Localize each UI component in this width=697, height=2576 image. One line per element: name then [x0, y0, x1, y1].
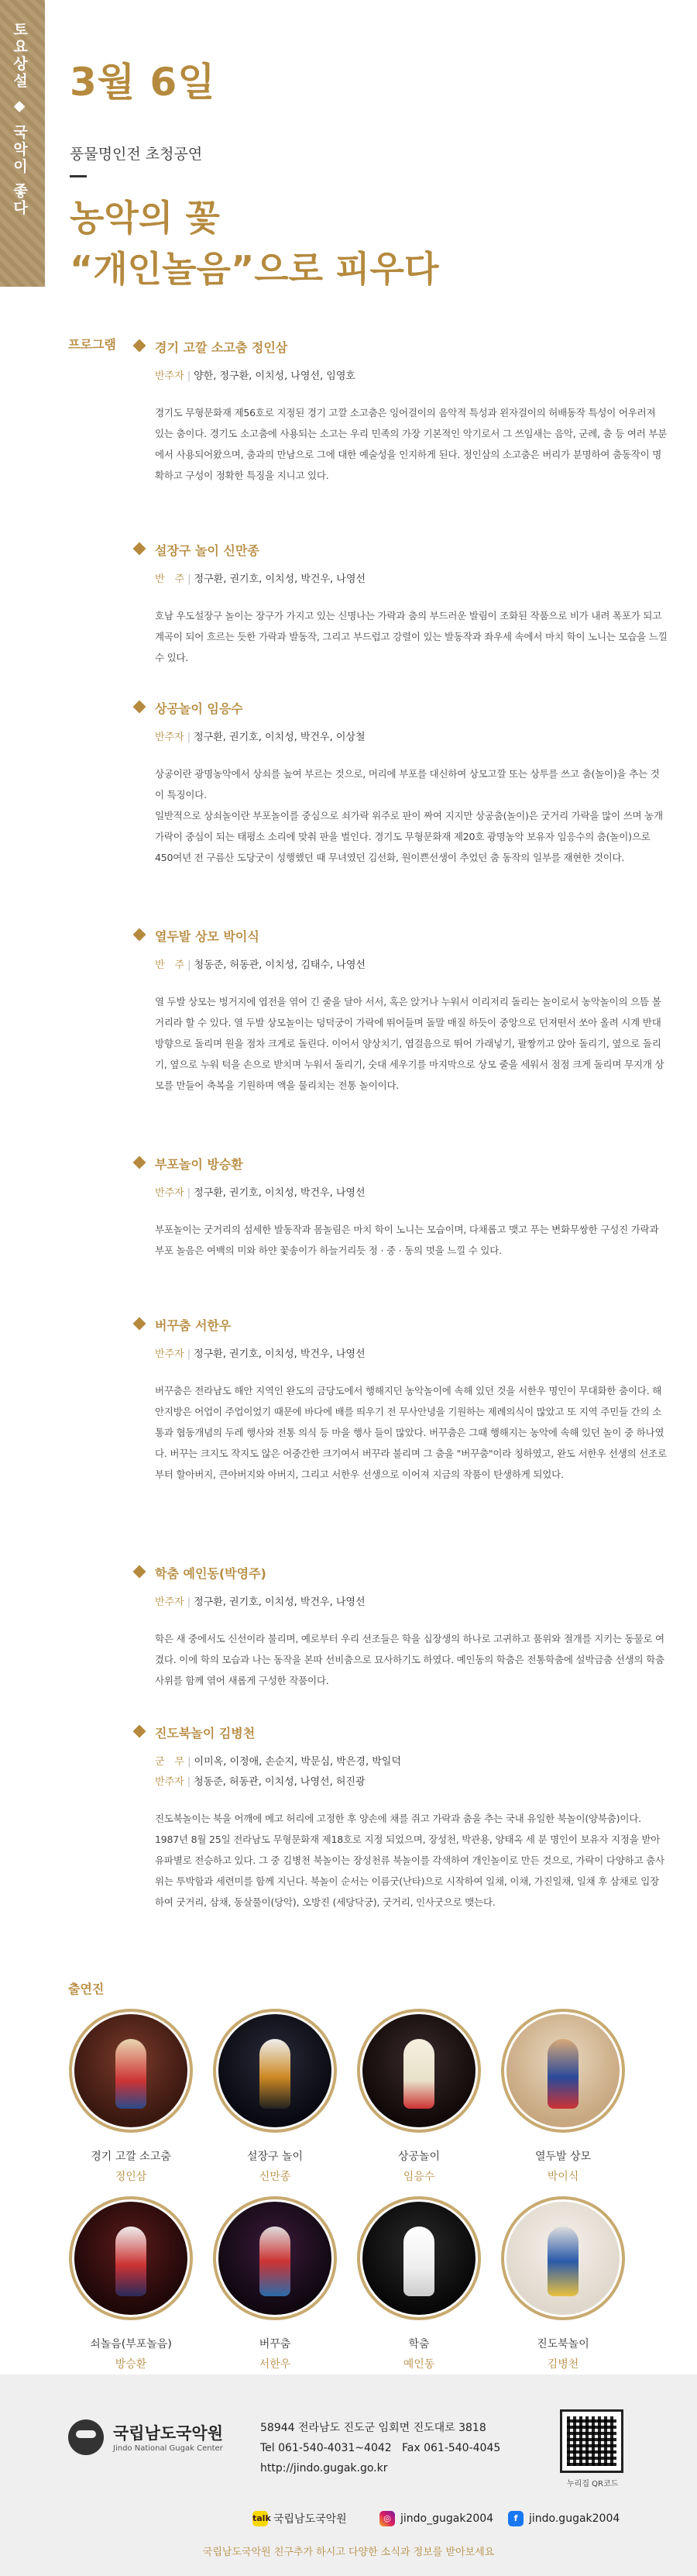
program-section-7: [133, 1724, 668, 1913]
program-section-5: [133, 1316, 668, 1485]
program-section-2: [133, 699, 668, 868]
program-meta: 반주자 | 정구환, 권기호, 이치성, 박건우, 이상철: [155, 732, 366, 743]
program-section-6: [133, 1564, 668, 1691]
event-title: [70, 192, 438, 294]
program-title: 버꾸춤 서한우: [155, 1316, 668, 1334]
cast-name: 박이식: [547, 2171, 579, 2183]
cast-role: 진도북놀이: [537, 2338, 589, 2350]
program-meta: 반주자 | 정구환, 권기호, 이치성, 박건우, 나영선: [155, 1187, 366, 1199]
program-title: 진도북놀이 김병천: [155, 1724, 668, 1741]
cast-member: [491, 2009, 635, 2184]
program-title: 설장구 놀이 신만종: [155, 541, 668, 559]
program-description: 학은 새 중에서도 신선이라 불리며, 예로부터 우리 선조들은 학을 십장생의 하나로 고귀하고 품위와 절개를 지키는 동물로 여겼다. 이에 학의 모습과 나는 동작을 본따 선비춤으로 묘사하기도 하였다. 예인동의 학춤은 전통학춤에 설박금춤 선생의 학춤사위를 함께 엮어 새롭게 구성한 작품이다.: [155, 1633, 664, 1686]
cast-photo: [501, 2009, 625, 2133]
meta-label: 반주자: [155, 1187, 184, 1199]
social-label: jindo_gugak2004: [400, 2512, 494, 2525]
meta-value: 청동준, 허동관, 이치성, 김태수, 나영선: [194, 959, 366, 971]
program-description: 열 두발 상모는 벙거지에 엽전을 엮어 긴 줄을 달아 서서, 혹은 앉거나 누워서 이리저리 돌리는 놀이로서 농악놀이의 으뜸 볼거리라 할 수 있다. 열 두발 상모놀이는 덩덕궁이 가락에 뛰어들며 돌말 매질 하듯이 중앙으로 던져떤서 쏘아 올려 시계 반대 방향으로 돌리며 원을 점차 크게로 돌린다. 이어서 양상치기, 엽걸음으로 뛰어 가래넣기, 팔짱끼고 앉아 돌리기, 옆으로 돌리기, 옆으로 누워 턱을 손으로 받치며 누워서 돌리기, 숫대 세우기를 마지막으로 상모 줄을 세워서 점점 크게 돌리며 무지개 상모를 만들어 축복을 기원하며 액을 물리치는 전통 놀이이다.: [155, 996, 664, 1091]
instagram-icon: ◎: [379, 2511, 395, 2526]
cast-photo: [357, 2196, 481, 2320]
cast-photo: [213, 2009, 337, 2133]
program-description: 진도북놀이는 북을 어깨에 메고 허리에 고정한 후 양손에 채를 쥐고 가락과 춤을 추는 국내 유일한 북놀이(양북춤)이다. 1987년 8월 25일 전라남도 무형문화재 제18호로 지정 되었으며, 장성천, 박관용, 양태옥 세 분 명인이 보유자 지정을 받아 유파별로 전승하고 있다. 그 중 김병천 북놀이는 장성천류 북놀이를 각색하여 개인놀이로 만든 것으로, 가락이 다양하고 춤사위는 투박함과 세련미를 함께 지닌다. 북놀이 순서는 이름굿(난타)으로 시작하여 일채, 이채, 가진일채, 일채 후 삼채로 입장하여 굿거리, 삼채, 동살풀이(당악), 오방진 (세당닥궁), 굿거리, 인사굿으로 맺는다.: [155, 1813, 664, 1908]
program-title: 부포놀이 방승환: [155, 1155, 668, 1173]
meta-label: 반주자: [155, 1348, 184, 1360]
cast-member: [59, 2009, 203, 2184]
program-description: 경기도 무형문화재 제56호로 지정된 경기 고깔 소고춤은 잉어걸이의 음악적 특성과 왼자걸이의 허배동작 특성이 어우러져 있는 춤이다. 경기도 소고춤에 사용되는 소고는 우리 민족의 가장 기본적인 악기로서 그 쓰임새는 음악, 군례, 춤 등 여러 부분에서 사용되어왔으며, 춤과의 만남으로 그에 대한 예술성을 인지하게 된다. 정인삼의 소고춤은 버리가 분명하여 춤동작이 명확하고 구성이 정확한 특징을 지니고 있다.: [155, 407, 668, 481]
cast-member: [347, 2009, 491, 2184]
social-facebook[interactable]: [508, 2511, 620, 2526]
event-title-line1: 농악의 꽃: [70, 197, 220, 239]
meta-value: 정구환, 권기호, 이치성, 박건우, 나영선: [194, 1348, 366, 1360]
meta-label: 군 무: [155, 1756, 185, 1768]
cast-role: 상공놀이: [397, 2151, 441, 2163]
meta-value: 정구환, 권기호, 이치성, 박건우, 이상철: [194, 732, 366, 743]
cast-name: 예인동: [403, 2358, 435, 2371]
program-section-0: [133, 338, 668, 486]
meta-label: 반주자: [155, 370, 184, 382]
cast-member: [59, 2196, 203, 2371]
cast-name: 정인삼: [115, 2171, 147, 2183]
address: 58944 전라남도 진도군 임회면 진도대로 3818: [260, 2422, 486, 2434]
program-title: 학춤 예인동(박영주): [155, 1564, 668, 1582]
qr-label: 누리집 QR코드: [567, 2480, 619, 2488]
event-date: 3월 6일: [70, 60, 216, 105]
social-kakao[interactable]: [252, 2511, 347, 2526]
meta-value: 정구환, 권기호, 이치성, 박건우, 나영선: [194, 1596, 366, 1608]
cast-photo: [213, 2196, 337, 2320]
program-meta: 반주자 | 정구환, 권기호, 이치성, 박건우, 나영선: [155, 1348, 366, 1360]
program-label: 프로그램: [68, 337, 116, 352]
cast-member: [203, 2196, 347, 2371]
meta-value: 정구환, 권기호, 이치성, 박건우, 나영선: [194, 573, 366, 585]
side-banner: [0, 0, 45, 287]
org-logo-icon: [68, 2419, 104, 2455]
cast-name: 방승환: [115, 2358, 147, 2371]
meta-value: 청동준, 허동관, 이치성, 나영선, 허진광: [194, 1776, 366, 1788]
cast-role: 쇠놀음(부포놀음): [90, 2338, 172, 2350]
cast-member: [347, 2196, 491, 2371]
contact-info: [260, 2418, 500, 2478]
social-label: 국립남도국악원: [273, 2513, 347, 2526]
program-description: 상공이란 광명농악에서 상쇠를 높여 부르는 것으로, 머리에 부포를 대신하여 상모고깔 또는 상투를 쓰고 춤(놀이)을 추는 것이 특징이다. 일반적으로 상쇠놀이란 부포놀이를 중심으로 쇠가락 위주로 판이 짜여 지지만 상공춤(놀이)은 굿거리 가락을 많이 쓰며 농개 가락이 중심이 되는 태평소 소리에 맞춰 판을 벌인다. 경기도 무형문화재 제20호 광명농악 보유자 임응수의 춤(놀이)으로 450여년 전 구름산 도당굿이 성행했던 때 무녀였던 김선화, 원이쁜선생이 추었던 춤 동작의 일부를 재현한 것이다.: [155, 768, 663, 863]
meta-label: 반 주: [155, 959, 185, 971]
side-banner-text: 토요상설 ◆ 국악이 좋다: [11, 22, 28, 217]
program-section-1: [133, 541, 668, 668]
divider: [70, 175, 87, 177]
program-title: 열두발 상모 박이식: [155, 927, 668, 945]
qr-code-icon[interactable]: [562, 2412, 621, 2471]
cast-member: [491, 2196, 635, 2371]
website-link[interactable]: http://jindo.gugak.go.kr: [260, 2462, 388, 2474]
program-description: 호남 우도설장구 놀이는 장구가 가지고 있는 신명나는 가락과 춤의 부드러운 발림이 조화된 작품으로 비가 내려 폭포가 되고 계곡이 되어 흐르는 듯한 가락과 발동작, 그리고 부드럽고 강렬이 있는 발동작과 좌우세 속에서 마치 학이 노니는 모습을 느낄 수 있다.: [155, 610, 668, 663]
cast-label: 출연진: [68, 1982, 105, 1996]
org-name: 국립남도국악원: [113, 2424, 224, 2443]
meta-label: 반주자: [155, 1776, 184, 1788]
cast-name: 김병천: [547, 2358, 579, 2371]
event-title-line2: “개인놀음”으로 피우다: [70, 248, 439, 290]
phone-fax: Tel 061-540-4031~4042 Fax 061-540-4045: [260, 2442, 501, 2454]
cast-role: 설장구 놀이: [246, 2151, 304, 2163]
program-meta: 반주자 | 정구환, 권기호, 이치성, 박건우, 나영선: [155, 1596, 366, 1608]
kakao-icon: talk: [252, 2511, 268, 2526]
program-meta: 반 주 | 정구환, 권기호, 이치성, 박건우, 나영선: [155, 573, 366, 585]
cast-role: 버꾸춤: [259, 2338, 291, 2350]
program-description: 버꾸춤은 전라남도 해안 지역인 완도의 금당도에서 행해지던 농악놀이에 속해 있던 것을 서한우 명인이 무대화한 춤이다. 해안지방은 어업이 주업이었기 때문에 바다에 배를 띄우기 전 무사안녕을 기원하는 제례의식이 많았고 또 지역 주민들 간의 소통과 협동개념의 두레 행사와 전통 의식 등 마을 행사 들이 많았다. 버꾸춤은 그때 행해지는 농악에 속해 있던 놀이 중 하나였다. 버꾸는 크지도 작지도 않은 어중간한 크기여서 버꾸라 불리며 그 춤을 "버꾸춤"이라 칭하였고, 완도 서한우 선생의 선조로부터 할아버지, 큰아버지와 아버지, 그리고 서한우 선생으로 이어져 지금의 작품이 탄생하게 되었다.: [155, 1385, 667, 1480]
meta-value: 양한, 정구환, 이치성, 나영선, 임영호: [194, 370, 355, 382]
meta-value: 정구환, 권기호, 이치성, 박건우, 나영선: [194, 1187, 366, 1199]
cast-photo: [69, 2196, 193, 2320]
cast-member: [203, 2009, 347, 2184]
program-meta: 반주자 | 양한, 정구환, 이치성, 나영선, 임영호: [155, 370, 355, 382]
cast-name: 서한우: [259, 2358, 291, 2371]
cast-photo: [69, 2009, 193, 2133]
social-label: jindo.gugak2004: [529, 2512, 620, 2525]
org-name-en: Jindo National Gugak Center: [113, 2444, 223, 2453]
program-section-3: [133, 927, 668, 1096]
facebook-icon: f: [508, 2511, 524, 2526]
cast-role: 학춤: [408, 2338, 430, 2350]
program-title: 경기 고깔 소고춤 정인삼: [155, 338, 668, 356]
meta-value: 이미옥, 이정애, 손순지, 박문심, 박은경, 박일덕: [194, 1756, 401, 1768]
program-description: 부포놀이는 굿거리의 섬세한 발동작과 몸놀림은 마치 학이 노니는 모습이며, 다채롭고 맺고 푸는 변화무쌍한 구성진 가락과 부포 놀음은 여백의 미와 하얀 꽃송이가 하늘거리듯 정 · 중 · 동의 멋을 느낄 수 있다.: [155, 1224, 659, 1256]
cast-photo: [501, 2196, 625, 2320]
cast-role: 열두발 상모: [534, 2151, 592, 2163]
program-meta: 군 무 | 이미옥, 이정애, 손순지, 박문심, 박은경, 박일덕 반주자 | 청동준, 허동관, 이치성, 나영선, 허진광: [155, 1756, 401, 1788]
meta-label: 반주자: [155, 1596, 184, 1608]
program-section-4: [133, 1155, 668, 1261]
meta-label: 반주자: [155, 732, 184, 743]
footer-note: 국립남도국악원 친구추가 하시고 다양한 소식과 정보를 받아보세요: [202, 2547, 495, 2558]
social-instagram[interactable]: [379, 2511, 493, 2526]
cast-photo: [357, 2009, 481, 2133]
cast-name: 신만종: [259, 2171, 291, 2183]
event-subtitle: 풍물명인전 초청공연: [70, 146, 203, 163]
program-title: 상공놀이 임응수: [155, 699, 668, 717]
program-meta: 반 주 | 청동준, 허동관, 이치성, 김태수, 나영선: [155, 959, 366, 971]
cast-name: 임응수: [403, 2171, 435, 2183]
cast-role: 경기 고깔 소고춤: [91, 2151, 171, 2163]
meta-label: 반 주: [155, 573, 185, 585]
